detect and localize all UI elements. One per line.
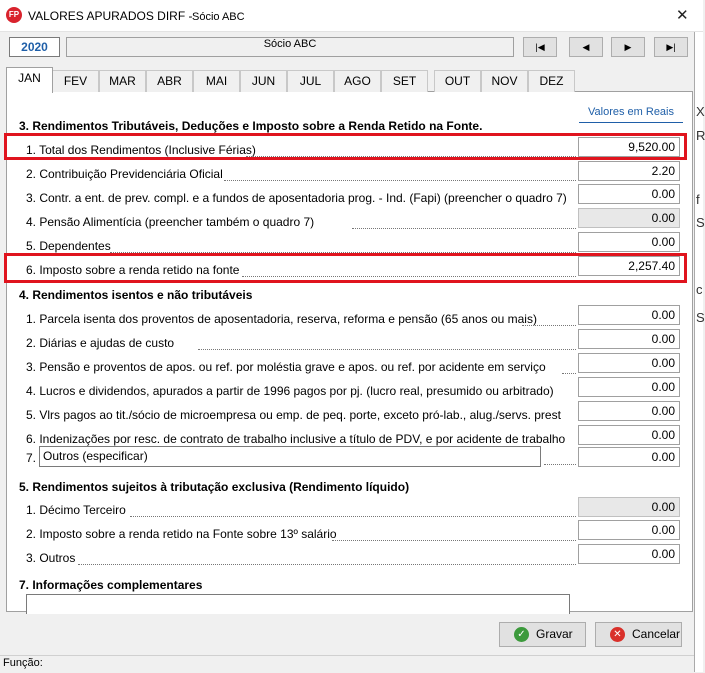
value-field-disabled: 0.00 (578, 208, 680, 228)
highlight-box (4, 133, 687, 160)
value-field[interactable]: 0.00 (578, 329, 680, 349)
app-logo-icon: FP (6, 7, 22, 23)
row-label: 7. (26, 451, 37, 465)
value-field[interactable]: 0.00 (578, 447, 680, 467)
cancel-button[interactable] (595, 622, 682, 647)
row-label: 6. Indenizações por resc. de contrato de trabalho inclusive a título de PDV, e por acidente de trabalho (26, 432, 566, 446)
value-field[interactable]: 2,257.40 (578, 256, 680, 276)
bg-char: c (696, 282, 703, 297)
bg-char: X (696, 104, 705, 119)
row-leader (352, 228, 576, 229)
row-leader (224, 180, 576, 181)
cancel-icon: ✕ (610, 627, 625, 642)
socio-field: Sócio ABC (66, 37, 514, 57)
outros-especificar-input[interactable]: Outros (especificar) (39, 446, 541, 467)
first-record-button[interactable]: |◀ (523, 37, 557, 57)
tab-jul[interactable]: JUL (287, 70, 334, 92)
tab-jun[interactable]: JUN (240, 70, 287, 92)
window-title: VALORES APURADOS DIRF - (28, 9, 193, 23)
row-leader (544, 464, 576, 465)
row-label: 1. Total dos Rendimentos (Inclusive Férias) (26, 143, 256, 157)
row-leader (562, 373, 576, 374)
value-field[interactable]: 0.00 (578, 425, 680, 445)
value-field[interactable]: 0.00 (578, 520, 680, 540)
bg-char: S (696, 215, 705, 230)
section-4-title: 4. Rendimentos isentos e não tributáveis (19, 288, 253, 302)
month-tabs (6, 67, 686, 92)
row-leader (198, 349, 576, 350)
close-icon[interactable]: ✕ (676, 7, 689, 24)
value-field[interactable]: 0.00 (578, 305, 680, 325)
row-label: 3. Contr. a ent. de prev. compl. e a fundos de aposentadoria prog. - Ind. (Fapi) (preencher o quadro 7) (26, 191, 567, 205)
value-field[interactable]: 0.00 (578, 544, 680, 564)
tab-nov[interactable]: NOV (481, 70, 528, 92)
value-field[interactable]: 0.00 (578, 377, 680, 397)
status-text: Função: (3, 657, 43, 669)
tab-fev[interactable]: FEV (52, 70, 99, 92)
save-button[interactable] (499, 622, 586, 647)
last-record-button[interactable]: ▶| (654, 37, 688, 57)
section-3-title: 3. Rendimentos Tributáveis, Deduções e Imposto sobre a Renda Retido na Fonte. (19, 119, 483, 133)
value-field[interactable]: 0.00 (578, 184, 680, 204)
row-label: 3. Outros (26, 551, 76, 565)
section-5-title: 5. Rendimentos sujeitos à tributação exclusiva (Rendimento líquido) (19, 480, 410, 494)
value-field[interactable]: 2.20 (578, 161, 680, 181)
row-label: 3. Pensão e proventos de apos. ou ref. por moléstia grave e apos. ou ref. por acidente em serviço (26, 360, 546, 374)
value-field[interactable]: 0.00 (578, 232, 680, 252)
tab-abr[interactable]: ABR (146, 70, 193, 92)
year-field[interactable]: 2020 (9, 37, 60, 57)
value-field[interactable]: 9,520.00 (578, 137, 680, 157)
check-icon: ✓ (514, 627, 529, 642)
tab-ago[interactable]: AGO (334, 70, 381, 92)
status-bar (0, 655, 694, 673)
values-header: Valores em Reais (579, 101, 683, 123)
bg-char: S (696, 310, 705, 325)
row-label: 2. Contribuição Previdenciária Oficial (26, 167, 223, 181)
bg-char: R (696, 128, 705, 143)
value-field-disabled: 0.00 (578, 497, 680, 517)
tab-jan[interactable]: JAN (6, 67, 53, 93)
value-field[interactable]: 0.00 (578, 401, 680, 421)
row-label: 1. Parcela isenta dos proventos de aposentadoria, reserva, reforma e pensão (65 anos ou mais) (26, 312, 537, 326)
informacoes-complementares-textarea[interactable] (26, 594, 570, 614)
cancel-button-label: Cancelar (632, 627, 681, 641)
row-label: 4. Lucros e dividendos, apurados a partir de 1996 pagos por pj. (lucro real, presumido ou arbitrado) (26, 384, 554, 398)
tab-mai[interactable]: MAI (193, 70, 240, 92)
previous-record-button[interactable]: ◀ (569, 37, 603, 57)
row-label: 2. Imposto sobre a renda retido na Fonte sobre 13º salário (26, 527, 337, 541)
tab-dez[interactable]: DEZ (528, 70, 575, 92)
row-label: 6. Imposto sobre a renda retido na fonte (26, 263, 240, 277)
row-leader (130, 516, 576, 517)
row-label: 5. Dependentes (26, 239, 111, 253)
section-7-title: 7. Informações complementares (19, 578, 203, 592)
next-record-button[interactable]: ▶ (611, 37, 645, 57)
value-field[interactable]: 0.00 (578, 353, 680, 373)
row-label: 4. Pensão Alimentícia (preencher também o quadro 7) (26, 215, 315, 229)
row-leader (78, 564, 576, 565)
tab-set[interactable]: SET (381, 70, 428, 92)
tab-out[interactable]: OUT (434, 70, 481, 92)
row-label: 2. Diárias e ajudas de custo (26, 336, 175, 350)
row-leader (522, 325, 576, 326)
row-label: 1. Décimo Terceiro (26, 503, 126, 517)
save-button-label: Gravar (536, 627, 573, 641)
tab-mar[interactable]: MAR (99, 70, 146, 92)
title-bar (0, 0, 703, 32)
highlight-box (4, 253, 687, 283)
row-leader (332, 540, 576, 541)
row-label: 5. Vlrs pagos ao tit./sócio de microempresa ou emp. de peq. porte, exceto pró-lab., alug./servs. prest (26, 408, 561, 422)
background-window-strip (694, 32, 703, 672)
window-title-suffix: Sócio ABC (192, 11, 245, 23)
bg-char: f (696, 192, 700, 207)
